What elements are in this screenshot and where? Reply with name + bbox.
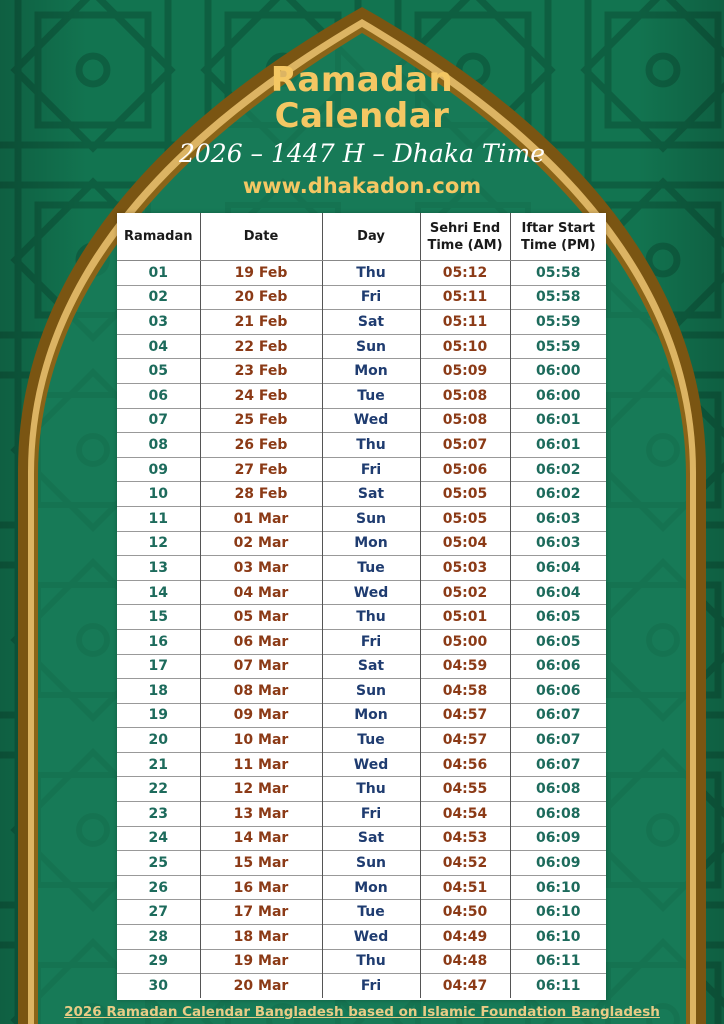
sehri-time-cell: 05:07 bbox=[420, 433, 510, 458]
iftar-time-cell: 06:09 bbox=[510, 851, 606, 876]
ramadan-day-cell: 30 bbox=[117, 974, 200, 998]
date-cell: 06 Mar bbox=[200, 629, 322, 654]
weekday-cell: Thu bbox=[322, 433, 420, 458]
ramadan-day-cell: 20 bbox=[117, 728, 200, 753]
sehri-time-cell: 05:11 bbox=[420, 310, 510, 335]
column-header-iftar-line1: Iftar Start bbox=[521, 220, 595, 236]
iftar-time-cell: 06:00 bbox=[510, 359, 606, 384]
date-cell: 15 Mar bbox=[200, 851, 322, 876]
ramadan-day-cell: 14 bbox=[117, 580, 200, 605]
date-cell: 03 Mar bbox=[200, 556, 322, 581]
weekday-cell: Tue bbox=[322, 728, 420, 753]
ramadan-day-cell: 09 bbox=[117, 457, 200, 482]
iftar-time-cell: 05:59 bbox=[510, 310, 606, 335]
date-cell: 24 Feb bbox=[200, 383, 322, 408]
table-row bbox=[117, 900, 606, 925]
sehri-time-cell: 05:11 bbox=[420, 285, 510, 310]
weekday-cell: Fri bbox=[322, 974, 420, 998]
weekday-cell: Fri bbox=[322, 802, 420, 827]
date-cell: 12 Mar bbox=[200, 777, 322, 802]
iftar-time-cell: 06:04 bbox=[510, 580, 606, 605]
sehri-time-cell: 05:08 bbox=[420, 408, 510, 433]
iftar-time-cell: 06:10 bbox=[510, 875, 606, 900]
iftar-time-cell: 06:05 bbox=[510, 605, 606, 630]
weekday-cell: Tue bbox=[322, 556, 420, 581]
sehri-time-cell: 04:58 bbox=[420, 679, 510, 704]
table-row bbox=[117, 556, 606, 581]
table-row bbox=[117, 851, 606, 876]
weekday-cell: Thu bbox=[322, 261, 420, 286]
iftar-time-cell: 06:02 bbox=[510, 482, 606, 507]
date-cell: 25 Feb bbox=[200, 408, 322, 433]
table-row bbox=[117, 383, 606, 408]
weekday-cell: Mon bbox=[322, 703, 420, 728]
sehri-time-cell: 05:06 bbox=[420, 457, 510, 482]
weekday-cell: Tue bbox=[322, 383, 420, 408]
date-cell: 20 Mar bbox=[200, 974, 322, 998]
column-header-iftar bbox=[510, 213, 606, 261]
weekday-cell: Fri bbox=[322, 285, 420, 310]
ramadan-day-cell: 06 bbox=[117, 383, 200, 408]
ramadan-day-cell: 28 bbox=[117, 925, 200, 950]
table-row bbox=[117, 974, 606, 998]
weekday-cell: Thu bbox=[322, 949, 420, 974]
column-header-ramadan-label: Ramadan bbox=[124, 229, 193, 244]
ramadan-day-cell: 18 bbox=[117, 679, 200, 704]
sehri-time-cell: 04:48 bbox=[420, 949, 510, 974]
iftar-time-cell: 06:07 bbox=[510, 703, 606, 728]
weekday-cell: Tue bbox=[322, 900, 420, 925]
sehri-time-cell: 05:02 bbox=[420, 580, 510, 605]
iftar-time-cell: 06:01 bbox=[510, 433, 606, 458]
iftar-time-cell: 06:00 bbox=[510, 383, 606, 408]
timetable bbox=[117, 213, 606, 998]
date-cell: 16 Mar bbox=[200, 875, 322, 900]
table-row bbox=[117, 310, 606, 335]
weekday-cell: Wed bbox=[322, 925, 420, 950]
table-row bbox=[117, 875, 606, 900]
ramadan-timetable bbox=[117, 213, 606, 1000]
weekday-cell: Wed bbox=[322, 580, 420, 605]
weekday-cell: Thu bbox=[322, 777, 420, 802]
ramadan-day-cell: 17 bbox=[117, 654, 200, 679]
table-row bbox=[117, 580, 606, 605]
ramadan-day-cell: 10 bbox=[117, 482, 200, 507]
date-cell: 17 Mar bbox=[200, 900, 322, 925]
iftar-time-cell: 06:07 bbox=[510, 752, 606, 777]
table-row bbox=[117, 703, 606, 728]
table-row bbox=[117, 949, 606, 974]
iftar-time-cell: 06:01 bbox=[510, 408, 606, 433]
table-row bbox=[117, 506, 606, 531]
ramadan-day-cell: 07 bbox=[117, 408, 200, 433]
table-row bbox=[117, 679, 606, 704]
weekday-cell: Sat bbox=[322, 654, 420, 679]
table-row bbox=[117, 482, 606, 507]
sehri-time-cell: 04:57 bbox=[420, 703, 510, 728]
table-header-row bbox=[117, 213, 606, 261]
sehri-time-cell: 04:53 bbox=[420, 826, 510, 851]
date-cell: 22 Feb bbox=[200, 334, 322, 359]
table-row bbox=[117, 728, 606, 753]
iftar-time-cell: 06:11 bbox=[510, 949, 606, 974]
table-row bbox=[117, 433, 606, 458]
table-row bbox=[117, 285, 606, 310]
sehri-time-cell: 05:10 bbox=[420, 334, 510, 359]
sehri-time-cell: 05:05 bbox=[420, 482, 510, 507]
iftar-time-cell: 06:03 bbox=[510, 531, 606, 556]
column-header-day bbox=[322, 213, 420, 261]
sehri-time-cell: 05:09 bbox=[420, 359, 510, 384]
sehri-time-cell: 05:08 bbox=[420, 383, 510, 408]
iftar-time-cell: 06:08 bbox=[510, 802, 606, 827]
table-row bbox=[117, 654, 606, 679]
date-cell: 14 Mar bbox=[200, 826, 322, 851]
ramadan-day-cell: 21 bbox=[117, 752, 200, 777]
weekday-cell: Mon bbox=[322, 875, 420, 900]
sehri-time-cell: 05:12 bbox=[420, 261, 510, 286]
sehri-time-cell: 05:03 bbox=[420, 556, 510, 581]
sehri-time-cell: 04:49 bbox=[420, 925, 510, 950]
sehri-time-cell: 04:50 bbox=[420, 900, 510, 925]
iftar-time-cell: 06:11 bbox=[510, 974, 606, 998]
weekday-cell: Mon bbox=[322, 359, 420, 384]
date-cell: 09 Mar bbox=[200, 703, 322, 728]
table-row bbox=[117, 261, 606, 286]
ramadan-day-cell: 01 bbox=[117, 261, 200, 286]
iftar-time-cell: 05:59 bbox=[510, 334, 606, 359]
sehri-time-cell: 05:00 bbox=[420, 629, 510, 654]
sehri-time-cell: 04:57 bbox=[420, 728, 510, 753]
date-cell: 07 Mar bbox=[200, 654, 322, 679]
table-row bbox=[117, 457, 606, 482]
ramadan-day-cell: 02 bbox=[117, 285, 200, 310]
iftar-time-cell: 06:10 bbox=[510, 900, 606, 925]
column-header-ramadan bbox=[117, 213, 200, 261]
weekday-cell: Sun bbox=[322, 851, 420, 876]
sehri-time-cell: 04:55 bbox=[420, 777, 510, 802]
table-row bbox=[117, 777, 606, 802]
weekday-cell: Fri bbox=[322, 629, 420, 654]
iftar-time-cell: 06:09 bbox=[510, 826, 606, 851]
weekday-cell: Sun bbox=[322, 334, 420, 359]
iftar-time-cell: 06:08 bbox=[510, 777, 606, 802]
sehri-time-cell: 04:47 bbox=[420, 974, 510, 998]
iftar-time-cell: 06:06 bbox=[510, 654, 606, 679]
sehri-time-cell: 04:54 bbox=[420, 802, 510, 827]
table-row bbox=[117, 334, 606, 359]
iftar-time-cell: 06:02 bbox=[510, 457, 606, 482]
ramadan-day-cell: 26 bbox=[117, 875, 200, 900]
title-calendar: Calendar bbox=[274, 96, 450, 136]
ramadan-day-cell: 13 bbox=[117, 556, 200, 581]
ramadan-day-cell: 12 bbox=[117, 531, 200, 556]
date-cell: 13 Mar bbox=[200, 802, 322, 827]
table-row bbox=[117, 408, 606, 433]
iftar-time-cell: 06:04 bbox=[510, 556, 606, 581]
ramadan-day-cell: 08 bbox=[117, 433, 200, 458]
table-row bbox=[117, 752, 606, 777]
date-cell: 27 Feb bbox=[200, 457, 322, 482]
iftar-time-cell: 06:10 bbox=[510, 925, 606, 950]
sehri-time-cell: 05:05 bbox=[420, 506, 510, 531]
ramadan-day-cell: 16 bbox=[117, 629, 200, 654]
weekday-cell: Sun bbox=[322, 679, 420, 704]
weekday-cell: Sat bbox=[322, 826, 420, 851]
sehri-time-cell: 04:59 bbox=[420, 654, 510, 679]
date-cell: 21 Feb bbox=[200, 310, 322, 335]
column-header-day-label: Day bbox=[357, 229, 385, 244]
weekday-cell: Fri bbox=[322, 457, 420, 482]
date-cell: 20 Feb bbox=[200, 285, 322, 310]
ramadan-day-cell: 03 bbox=[117, 310, 200, 335]
date-cell: 18 Mar bbox=[200, 925, 322, 950]
date-cell: 19 Feb bbox=[200, 261, 322, 286]
ramadan-day-cell: 04 bbox=[117, 334, 200, 359]
sehri-time-cell: 05:01 bbox=[420, 605, 510, 630]
weekday-cell: Sat bbox=[322, 310, 420, 335]
table-row bbox=[117, 802, 606, 827]
iftar-time-cell: 05:58 bbox=[510, 261, 606, 286]
weekday-cell: Sun bbox=[322, 506, 420, 531]
iftar-time-cell: 06:07 bbox=[510, 728, 606, 753]
column-header-sehri bbox=[420, 213, 510, 261]
iftar-time-cell: 05:58 bbox=[510, 285, 606, 310]
ramadan-day-cell: 23 bbox=[117, 802, 200, 827]
weekday-cell: Thu bbox=[322, 605, 420, 630]
date-cell: 23 Feb bbox=[200, 359, 322, 384]
date-cell: 19 Mar bbox=[200, 949, 322, 974]
column-header-sehri-line1: Sehri End bbox=[429, 220, 501, 236]
iftar-time-cell: 06:06 bbox=[510, 679, 606, 704]
date-cell: 05 Mar bbox=[200, 605, 322, 630]
title-ramadan: Ramadan bbox=[270, 60, 454, 100]
date-cell: 02 Mar bbox=[200, 531, 322, 556]
sehri-time-cell: 04:52 bbox=[420, 851, 510, 876]
ramadan-day-cell: 25 bbox=[117, 851, 200, 876]
weekday-cell: Sat bbox=[322, 482, 420, 507]
column-header-date bbox=[200, 213, 322, 261]
weekday-cell: Mon bbox=[322, 531, 420, 556]
column-header-date-label: Date bbox=[243, 229, 279, 244]
date-cell: 11 Mar bbox=[200, 752, 322, 777]
date-cell: 10 Mar bbox=[200, 728, 322, 753]
table-body bbox=[117, 261, 606, 998]
ramadan-day-cell: 19 bbox=[117, 703, 200, 728]
ramadan-day-cell: 22 bbox=[117, 777, 200, 802]
date-cell: 04 Mar bbox=[200, 580, 322, 605]
date-cell: 28 Feb bbox=[200, 482, 322, 507]
sehri-time-cell: 04:51 bbox=[420, 875, 510, 900]
sehri-time-cell: 04:56 bbox=[420, 752, 510, 777]
weekday-cell: Wed bbox=[322, 752, 420, 777]
table-row bbox=[117, 605, 606, 630]
table-row bbox=[117, 531, 606, 556]
ramadan-day-cell: 27 bbox=[117, 900, 200, 925]
subtitle-year-location: 2026 – 1447 H – Dhaka Time bbox=[178, 139, 545, 168]
iftar-time-cell: 06:03 bbox=[510, 506, 606, 531]
iftar-time-cell: 06:05 bbox=[510, 629, 606, 654]
ramadan-day-cell: 24 bbox=[117, 826, 200, 851]
website-url: www.dhakadon.com bbox=[242, 174, 482, 198]
ramadan-day-cell: 15 bbox=[117, 605, 200, 630]
table-row bbox=[117, 826, 606, 851]
sehri-time-cell: 05:04 bbox=[420, 531, 510, 556]
ramadan-day-cell: 11 bbox=[117, 506, 200, 531]
column-header-iftar-line2: Time (PM) bbox=[520, 237, 596, 253]
date-cell: 01 Mar bbox=[200, 506, 322, 531]
footer-source-link[interactable]: 2026 Ramadan Calendar Bangladesh based on Islamic Foundation Bangladesh bbox=[64, 1004, 660, 1020]
ramadan-day-cell: 29 bbox=[117, 949, 200, 974]
date-cell: 08 Mar bbox=[200, 679, 322, 704]
date-cell: 26 Feb bbox=[200, 433, 322, 458]
table-row bbox=[117, 925, 606, 950]
table-row bbox=[117, 359, 606, 384]
ramadan-day-cell: 05 bbox=[117, 359, 200, 384]
column-header-sehri-line2: Time (AM) bbox=[427, 237, 503, 253]
table-row bbox=[117, 629, 606, 654]
weekday-cell: Wed bbox=[322, 408, 420, 433]
